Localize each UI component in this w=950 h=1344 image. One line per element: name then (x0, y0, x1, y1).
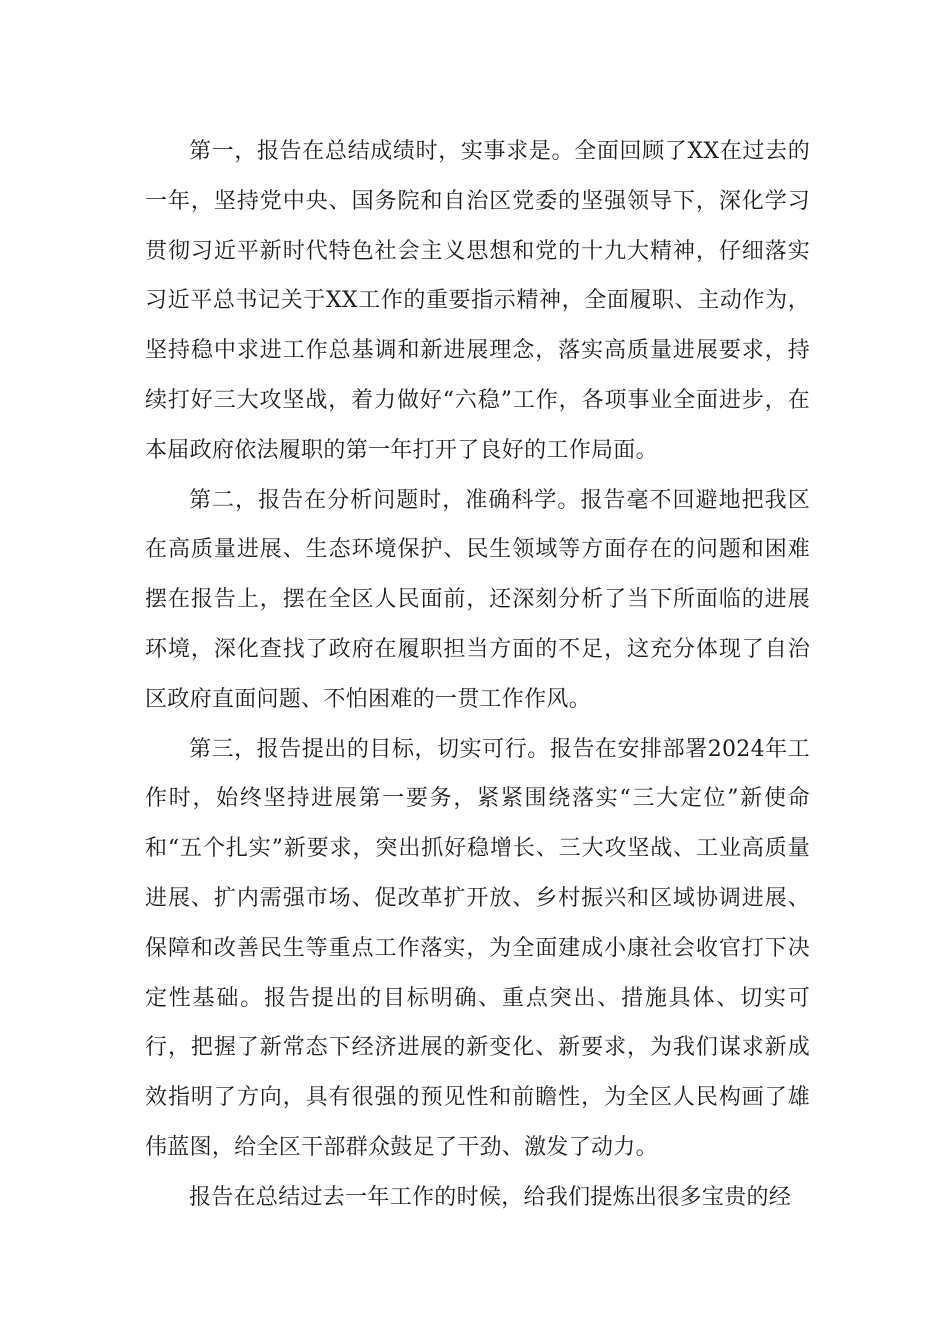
paragraph-1: 第一，报告在总结成绩时，实事求是。全面回顾了XX在过去的一年，坚持党中央、国务院和自治区党委的坚强领导下，深化学习贯彻习近平新时代特色社会主义思想和党的十九大精神，仔细落实习近平总书记关于XX工作的重要指示精神，全面履职、主动作为，坚持稳中求进工作总基调和新进展理念，落实高质量进展要求，持续打好三大攻坚战，着力做好“六稳”工作，各项事业全面进步，在本届政府依法履职的第一年打开了良好的工作局面。 (145, 139, 810, 463)
paragraph-4: 报告在总结过去一年工作的时候，给我们提炼出很多宝贵的经 (189, 1184, 792, 1210)
paragraph-3: 第三，报告提出的目标，切实可行。报告在安排部署2024年工作时，始终坚持进展第一要务，紧紧围绕落实“三大定位”新使命和“五个扎实”新要求，突出抓好稳增长、三大攻坚战、工业高质量进展、扩内需强市场、促改革扩开放、乡村振兴和区域协调进展、保障和改善民生等重点工作落实，为全面建成小康社会收官打下决定性基础。报告提出的目标明确、重点突出、措施具体、切实可行，把握了新常态下经济进展的新变化、新要求，为我们谋求新成效指明了方向，具有很强的预见性和前瞻性，为全区人民构画了雄伟蓝图，给全区干部群众鼓足了干劲、激发了动力。 (145, 736, 810, 1160)
paragraph-2: 第二，报告在分析问题时，准确科学。报告毫不回避地把我区在高质量进展、生态环境保护、民生领域等方面存在的问题和困难摆在报告上，摆在全区人民面前，还深刻分析了当下所面临的进展环境，深化查找了政府在履职担当方面的不足，这充分体现了自治区政府直面问题、不怕困难的一贯工作作风。 (145, 487, 810, 712)
document-body (145, 127, 810, 1223)
